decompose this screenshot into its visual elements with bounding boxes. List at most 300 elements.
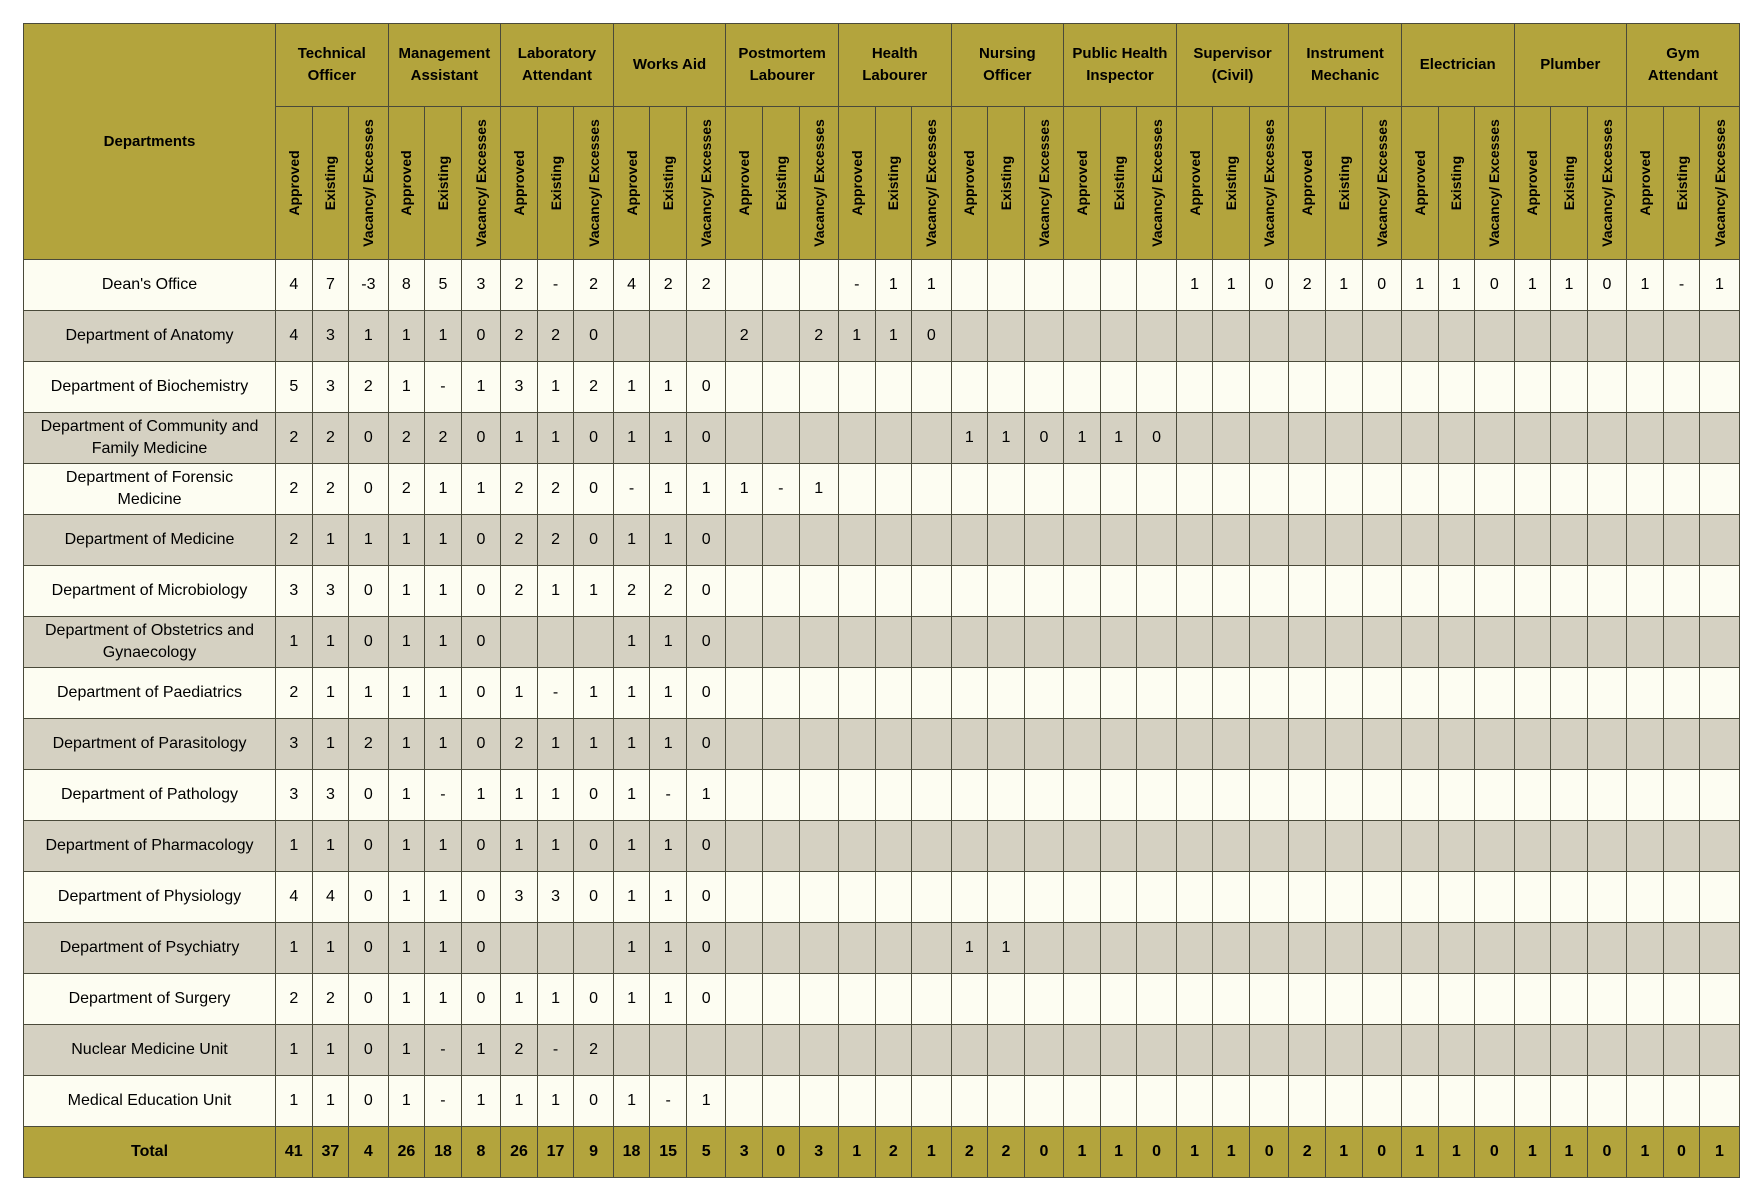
department-name-line2: Gynaecology [102,644,197,661]
table-cell [1100,515,1137,566]
table-cell: 1 [951,413,988,464]
table-cell [1137,1025,1176,1076]
table-cell: 1 [1700,260,1739,311]
table-cell [1587,413,1626,464]
table-cell [1289,617,1326,668]
table-cell [1627,668,1664,719]
table-cell: 1 [1514,260,1551,311]
table-cell [1663,974,1700,1025]
table-cell [1401,770,1438,821]
table-row [24,719,1740,770]
department-name-line1: Department of Medicine [64,531,235,548]
table-cell [1249,464,1288,515]
table-cell: 0 [574,311,613,362]
table-cell [1401,974,1438,1025]
table-cell [875,821,912,872]
table-row [24,821,1740,872]
table-cell: 3 [312,566,349,617]
table-cell [1024,719,1063,770]
sub-header-label: Existing [547,155,564,211]
group-header [613,24,726,107]
table-cell [1176,515,1213,566]
table-cell [1362,668,1401,719]
table-cell: 2 [501,260,538,311]
table-cell [912,872,951,923]
table-cell [1514,515,1551,566]
group-header-line2: Officer [307,67,356,84]
sub-header [1587,107,1626,260]
sub-header [650,107,687,260]
table-cell [838,668,875,719]
table-cell [912,1025,951,1076]
table-cell: 0 [349,923,388,974]
table-cell [1514,464,1551,515]
table-cell [1249,770,1288,821]
table-cell: 1 [650,719,687,770]
department-name [24,362,276,413]
table-cell: 0 [686,668,725,719]
table-cell: 3 [312,311,349,362]
table-cell: 0 [686,821,725,872]
table-cell [1475,566,1514,617]
sub-header-label: Approved [623,150,640,216]
table-cell [1627,719,1664,770]
table-cell [1362,923,1401,974]
table-cell [838,362,875,413]
table-cell: 1 [388,770,425,821]
table-cell: 2 [613,566,650,617]
department-name-line1: Department of Psychiatry [59,939,240,956]
table-cell [838,413,875,464]
table-cell [1325,770,1362,821]
table-cell [1700,770,1739,821]
table-cell [1663,311,1700,362]
table-cell: 1 [988,923,1025,974]
total-cell: 0 [1475,1127,1514,1178]
table-cell: 1 [461,1025,500,1076]
table-cell [1289,464,1326,515]
table-cell: 1 [686,464,725,515]
total-cell: 37 [312,1127,349,1178]
table-cell: 0 [574,872,613,923]
table-cell: 0 [349,770,388,821]
table-cell: - [537,260,574,311]
group-header [1176,24,1289,107]
table-cell: 1 [951,923,988,974]
group-header [1514,24,1627,107]
table-cell [1438,413,1475,464]
table-cell [1438,515,1475,566]
table-cell [1700,974,1739,1025]
table-cell [726,1076,763,1127]
table-cell [1325,311,1362,362]
table-cell [1064,515,1101,566]
table-cell: - [650,1076,687,1127]
table-cell [1663,413,1700,464]
table-cell [762,668,799,719]
table-cell [1627,362,1664,413]
sub-header-label: Approved [1299,150,1316,216]
group-header [951,24,1064,107]
table-cell [762,617,799,668]
sub-header-label: Vacancy/ Excesses [1148,119,1165,247]
department-name-line2: Medicine [117,491,182,508]
department-name [24,515,276,566]
table-cell [1176,872,1213,923]
department-name-line1: Department of Parasitology [52,735,247,752]
table-cell: 1 [425,974,462,1025]
table-cell [1100,974,1137,1025]
table-cell [1137,260,1176,311]
table-cell: 1 [650,362,687,413]
group-header [501,24,614,107]
table-cell: - [613,464,650,515]
sub-header [1213,107,1250,260]
table-cell [1213,668,1250,719]
table-cell [1627,617,1664,668]
table-cell [1587,770,1626,821]
table-cell [1289,668,1326,719]
table-cell [1475,770,1514,821]
table-cell: 4 [276,311,313,362]
table-row [24,413,1740,464]
table-cell [1627,872,1664,923]
table-cell [988,719,1025,770]
total-cell: 1 [1176,1127,1213,1178]
table-cell: 0 [686,974,725,1025]
table-cell [1100,821,1137,872]
table-cell [912,566,951,617]
total-cell: 9 [574,1127,613,1178]
sub-header-label: Existing [1335,155,1352,211]
table-cell [1100,362,1137,413]
table-cell [875,770,912,821]
sub-header-label: Approved [1186,150,1203,216]
sub-header-label: Approved [398,150,415,216]
table-cell [1475,668,1514,719]
department-name [24,668,276,719]
total-cell: 2 [875,1127,912,1178]
table-cell: 0 [912,311,951,362]
table-cell: 2 [425,413,462,464]
table-cell [875,974,912,1025]
table-cell: 1 [276,923,313,974]
table-cell [650,311,687,362]
table-cell [988,1076,1025,1127]
table-cell [1663,566,1700,617]
department-name [24,311,276,362]
table-cell [1438,617,1475,668]
sub-header-label: Existing [660,155,677,211]
table-cell: 0 [686,515,725,566]
table-cell: 1 [613,515,650,566]
table-cell: 2 [1289,260,1326,311]
table-cell [1362,311,1401,362]
group-header-line1: Gym [1666,45,1700,62]
total-row [24,1127,1740,1178]
table-cell [1627,515,1664,566]
table-cell [988,1025,1025,1076]
table-cell [838,464,875,515]
table-cell [1514,668,1551,719]
group-header-line2: Officer [983,67,1032,84]
table-cell: 0 [349,413,388,464]
group-header-line2: Labourer [749,67,815,84]
group-header-line2: Attendant [1647,67,1718,84]
table-cell [951,515,988,566]
table-cell [1514,872,1551,923]
sub-header [1325,107,1362,260]
table-cell [1325,923,1362,974]
table-cell [1438,311,1475,362]
table-cell [1438,872,1475,923]
sub-header-label: Approved [1411,150,1428,216]
table-cell [1213,362,1250,413]
table-cell: 1 [799,464,838,515]
table-cell [1064,362,1101,413]
table-cell [537,617,574,668]
table-cell: 1 [425,821,462,872]
sub-header-label: Approved [848,150,865,216]
table-cell [838,872,875,923]
group-header-line1: Management [398,45,491,62]
table-cell [875,668,912,719]
table-cell [1401,1025,1438,1076]
table-cell [1249,566,1288,617]
table-cell: 1 [1064,413,1101,464]
table-cell [1176,974,1213,1025]
department-name [24,974,276,1025]
table-cell [1401,719,1438,770]
department-name-line1: Dean's Office [101,276,198,293]
table-cell [726,770,763,821]
table-cell [1663,617,1700,668]
sub-header [1627,107,1664,260]
sub-header-label: Approved [510,150,527,216]
table-cell: - [537,1025,574,1076]
table-cell [799,260,838,311]
table-cell [1362,821,1401,872]
sub-header [686,107,725,260]
table-cell [1514,362,1551,413]
table-cell [1325,617,1362,668]
table-cell [1514,311,1551,362]
table-cell [1401,872,1438,923]
table-cell [1514,719,1551,770]
table-cell: 1 [650,515,687,566]
table-cell [1401,362,1438,413]
department-name [24,260,276,311]
table-cell [537,923,574,974]
group-header [838,24,951,107]
sub-header-label: Vacancy/ Excesses [698,119,715,247]
table-cell: 1 [388,1076,425,1127]
table-cell [1024,260,1063,311]
table-cell [1024,515,1063,566]
table-cell [1700,821,1739,872]
table-cell [1587,1025,1626,1076]
table-cell [799,770,838,821]
department-name [24,923,276,974]
table-cell [988,821,1025,872]
table-cell [1551,566,1588,617]
table-cell [1176,821,1213,872]
table-cell [1064,311,1101,362]
sub-header [988,107,1025,260]
table-cell: 2 [537,464,574,515]
table-cell: 0 [461,668,500,719]
table-cell: 1 [650,872,687,923]
table-cell: 0 [1362,260,1401,311]
table-cell [1475,923,1514,974]
table-cell [1438,974,1475,1025]
table-cell [1362,1025,1401,1076]
table-cell [762,974,799,1025]
table-cell [1213,617,1250,668]
table-cell [1438,923,1475,974]
table-cell [988,770,1025,821]
table-cell: 2 [276,464,313,515]
sub-header [425,107,462,260]
table-cell [1249,668,1288,719]
table-cell [1289,311,1326,362]
table-cell [1064,1025,1101,1076]
table-cell [1064,260,1101,311]
table-cell [1213,413,1250,464]
table-cell [1176,566,1213,617]
table-cell: 3 [501,362,538,413]
table-cell [1064,923,1101,974]
table-cell [762,719,799,770]
sub-header-label: Vacancy/ Excesses [1035,119,1052,247]
table-cell [1514,923,1551,974]
table-cell [1137,923,1176,974]
table-cell: 1 [501,1076,538,1127]
table-cell [875,464,912,515]
table-cell [1213,515,1250,566]
table-cell [1100,1076,1137,1127]
table-cell [988,464,1025,515]
table-cell [1587,872,1626,923]
table-cell: 1 [912,260,951,311]
table-cell [1700,872,1739,923]
sub-header-label: Vacancy/ Excesses [1373,119,1390,247]
table-cell: 0 [349,872,388,923]
table-cell: 1 [613,923,650,974]
total-cell: 1 [1700,1127,1739,1178]
table-cell: 0 [574,770,613,821]
department-name-line1: Department of Microbiology [51,582,248,599]
group-header-line1: Nursing [979,45,1036,62]
table-cell [951,974,988,1025]
table-cell: 2 [686,260,725,311]
table-cell [1475,617,1514,668]
group-header [276,24,389,107]
sub-header [1362,107,1401,260]
table-cell [1700,1076,1739,1127]
table-cell: 1 [349,668,388,719]
table-cell [799,1076,838,1127]
table-cell [875,872,912,923]
table-cell [1325,515,1362,566]
table-cell [1700,617,1739,668]
table-cell: 0 [349,974,388,1025]
table-cell: 1 [613,821,650,872]
table-cell [1362,872,1401,923]
total-cell: 18 [613,1127,650,1178]
table-cell [1587,311,1626,362]
sub-header-label: Existing [1223,155,1240,211]
department-name [24,770,276,821]
table-cell [762,770,799,821]
sub-header [1249,107,1288,260]
table-cell [1137,821,1176,872]
table-cell [1100,1025,1137,1076]
sub-header [501,107,538,260]
table-cell [1627,1025,1664,1076]
table-row [24,464,1740,515]
table-cell [1249,413,1288,464]
table-cell: 1 [276,821,313,872]
group-header-line2: Inspector [1086,67,1154,84]
table-cell: 0 [349,1025,388,1076]
table-cell [1663,1076,1700,1127]
table-cell [799,515,838,566]
table-cell [1587,974,1626,1025]
table-cell [1627,923,1664,974]
table-cell [1587,719,1626,770]
table-cell [1475,719,1514,770]
table-cell: 0 [461,872,500,923]
sub-header [1137,107,1176,260]
group-header-line1: Laboratory [517,45,597,62]
table-cell [726,260,763,311]
table-cell [1627,1076,1664,1127]
table-cell: 4 [276,260,313,311]
table-cell: 1 [875,260,912,311]
table-cell [1362,617,1401,668]
table-cell: 0 [686,719,725,770]
table-cell: 1 [650,923,687,974]
table-cell: - [425,1025,462,1076]
table-cell: 0 [461,566,500,617]
table-cell [1289,1076,1326,1127]
table-cell: 0 [461,413,500,464]
sub-header [1700,107,1739,260]
table-cell [799,821,838,872]
table-cell: 2 [650,566,687,617]
table-cell: 1 [388,515,425,566]
table-cell: 1 [388,923,425,974]
table-cell [1362,770,1401,821]
table-cell [1325,566,1362,617]
table-cell [762,872,799,923]
table-row [24,566,1740,617]
table-cell: 2 [650,260,687,311]
table-cell [912,617,951,668]
table-cell: 2 [312,974,349,1025]
table-cell [838,617,875,668]
table-cell: 0 [349,617,388,668]
table-cell: - [838,260,875,311]
table-cell: 1 [875,311,912,362]
table-cell: 1 [613,413,650,464]
table-cell [1627,821,1664,872]
table-cell [1551,719,1588,770]
table-cell [1551,617,1588,668]
total-cell: 1 [1401,1127,1438,1178]
group-header-line2: Assistant [410,67,479,84]
